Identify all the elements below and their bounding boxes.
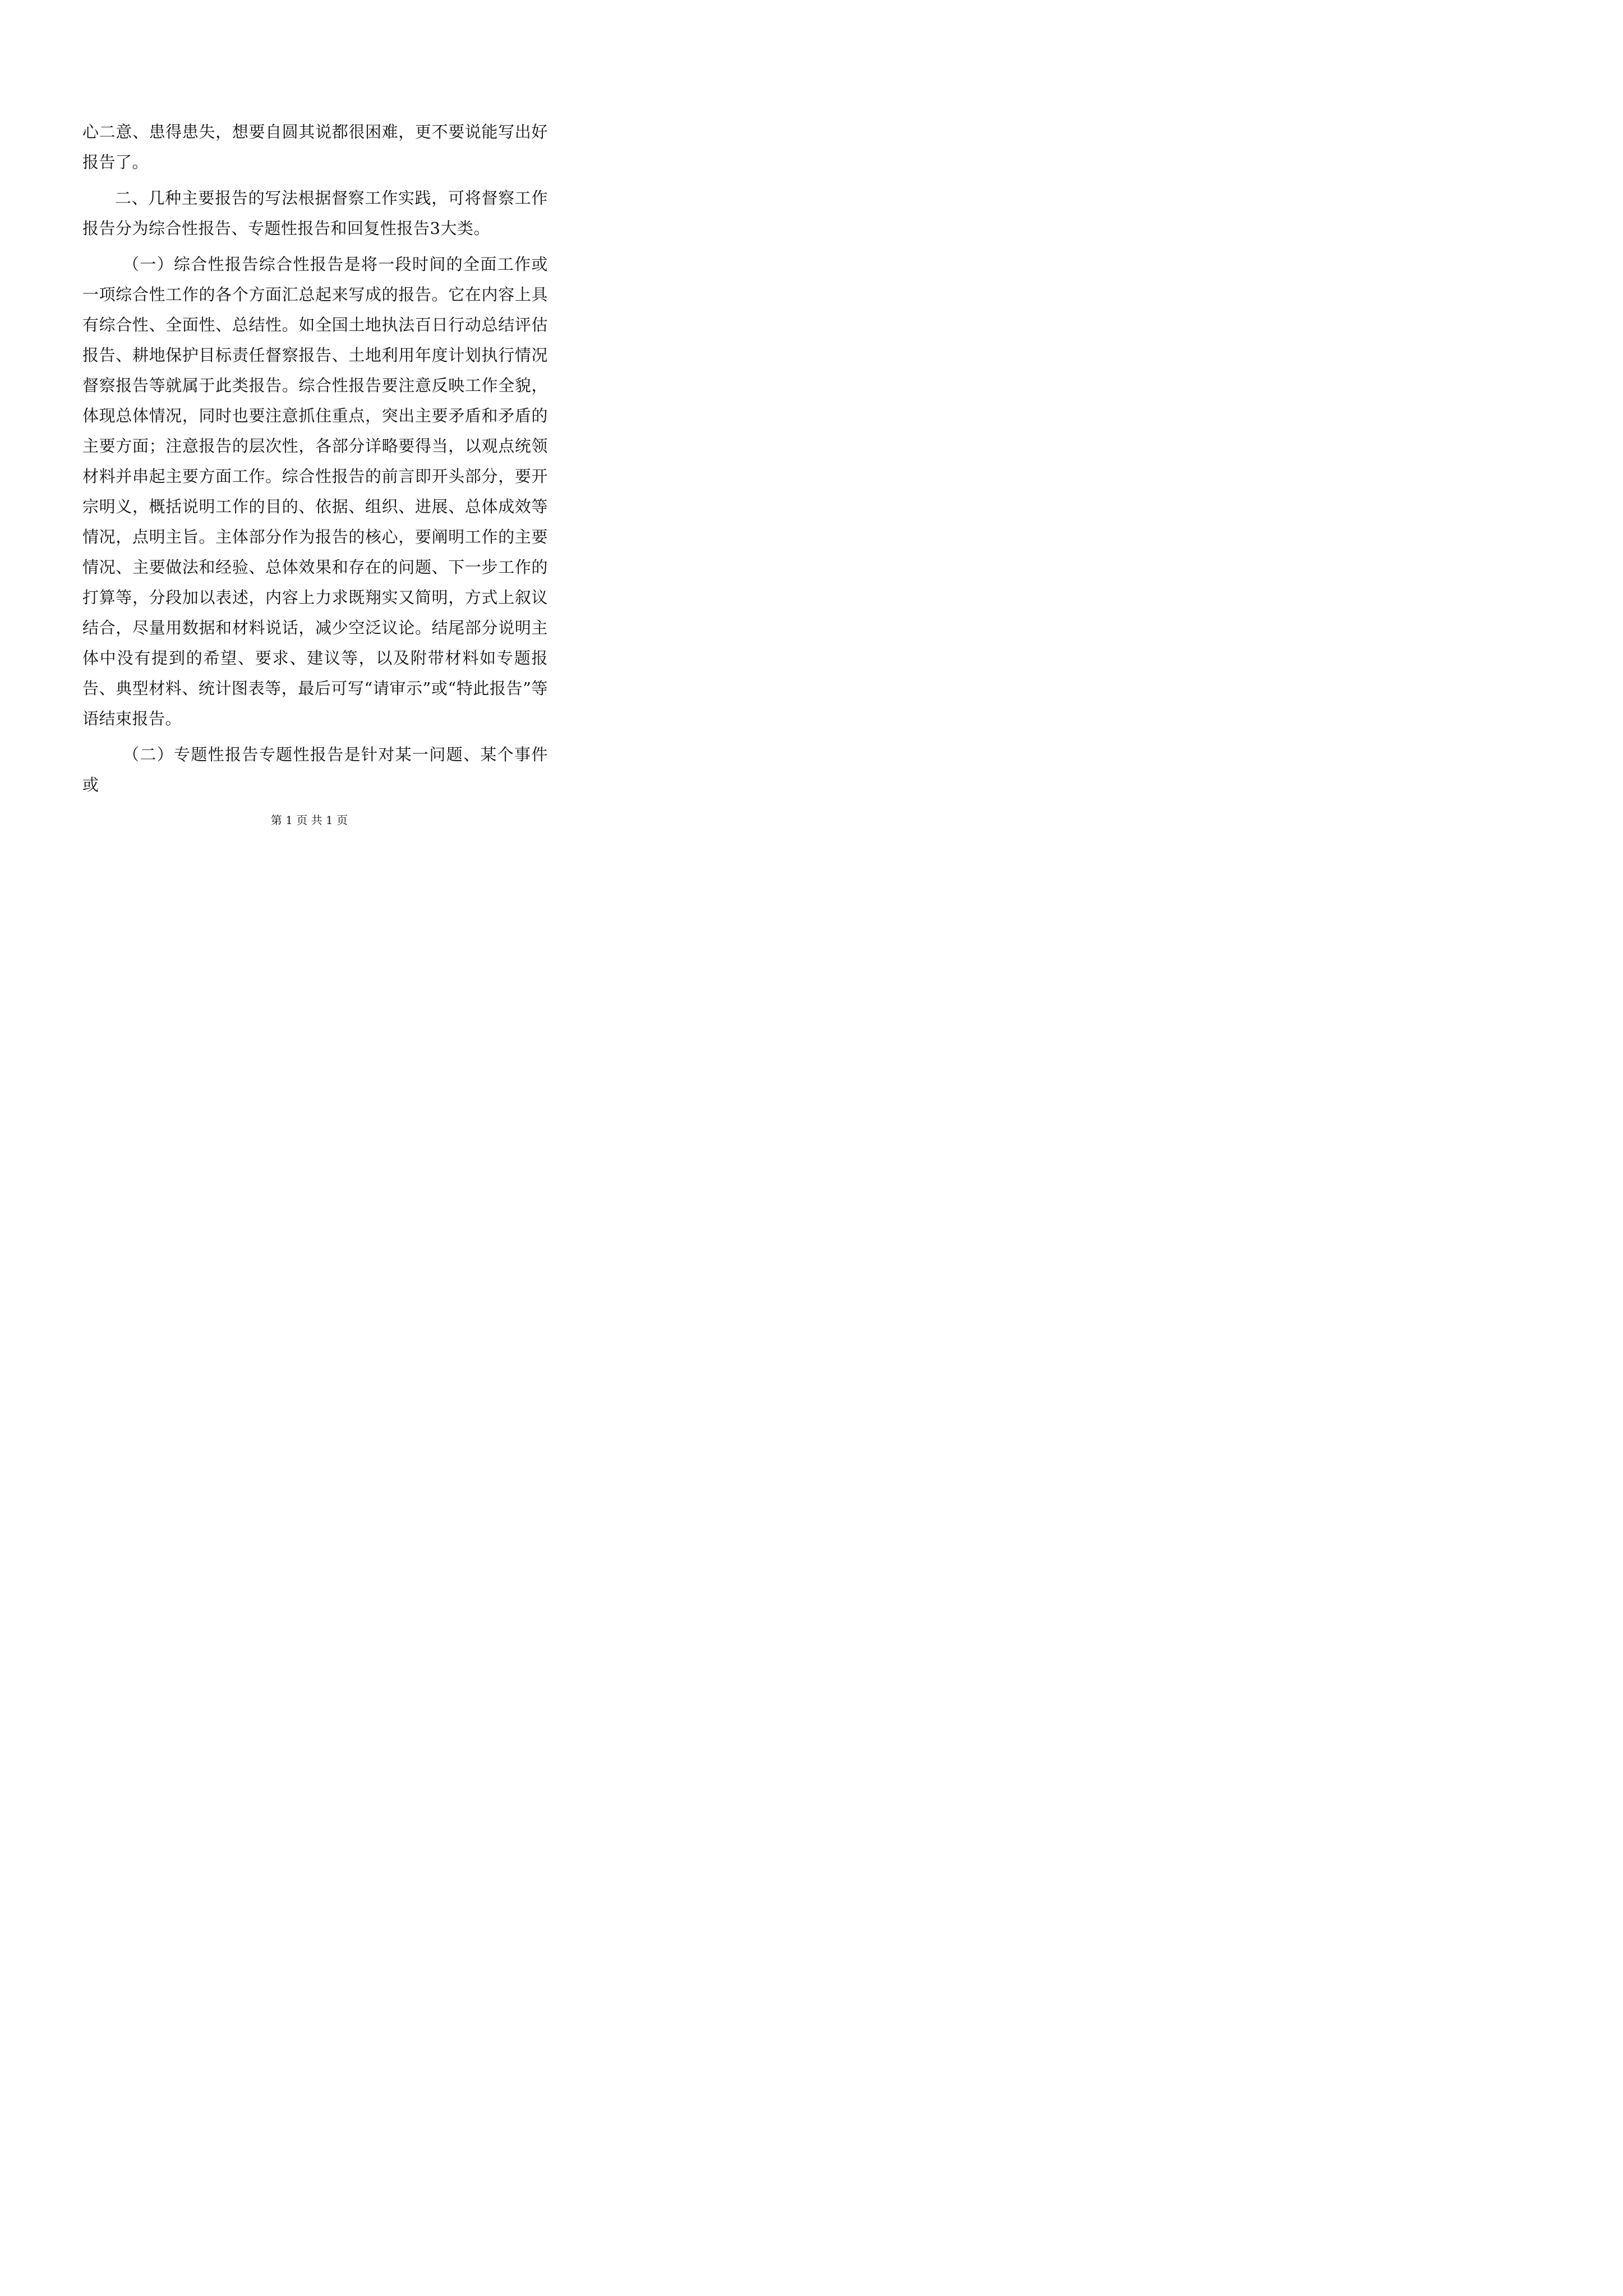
- paragraph-special-report: （二）专题性报告专题性报告是针对某一问题、某个事件或: [82, 745, 548, 794]
- document-body: [82, 117, 548, 806]
- document-page: [0, 0, 619, 876]
- paragraph-section-two: 二、几种主要报告的写法根据督察工作实践，可将督察工作报告分为综合性报告、专题性报告和回复性报告3大类。: [82, 188, 548, 238]
- paragraph-continuation: 心二意、患得患失，想要自圆其说都很困难，更不要说能写出好报告了。: [82, 122, 548, 172]
- page-number-footer: 第 1 页 共 1 页: [270, 813, 348, 827]
- paragraph-comprehensive-report: （一）综合性报告综合性报告是将一段时间的全面工作或一项综合性工作的各个方面汇总起来写成的报告。它在内容上具有综合性、全面性、总结性。如全国土地执法百日行动总结评估报告、耕地保护目标责任督察报告、土地利用年度计划执行情况督察报告等就属于此类报告。综合性报告要注意反映工作全貌，体现总体情况，同时也要注意抓住重点，突出主要矛盾和矛盾的主要方面；注意报告的层次性，各部分详略要得当，以观点统领材料并串起主要方面工作。综合性报告的前言即开头部分，要开宗明义，概括说明工作的目的、依据、组织、进展、总体成效等情况，点明主旨。主体部分作为报告的核心，要阐明工作的主要情况、主要做法和经验、总体效果和存在的问题、下一步工作的打算等，分段加以表述，内容上力求既翔实又简明，方式上叙议结合，尽量用数据和材料说话，减少空泛议论。结尾部分说明主体中没有提到的希望、要求、建议等，以及附带材料如专题报告、典型材料、统计图表等，最后可写“请审示”或“特此报告”等语结束报告。: [82, 255, 548, 728]
